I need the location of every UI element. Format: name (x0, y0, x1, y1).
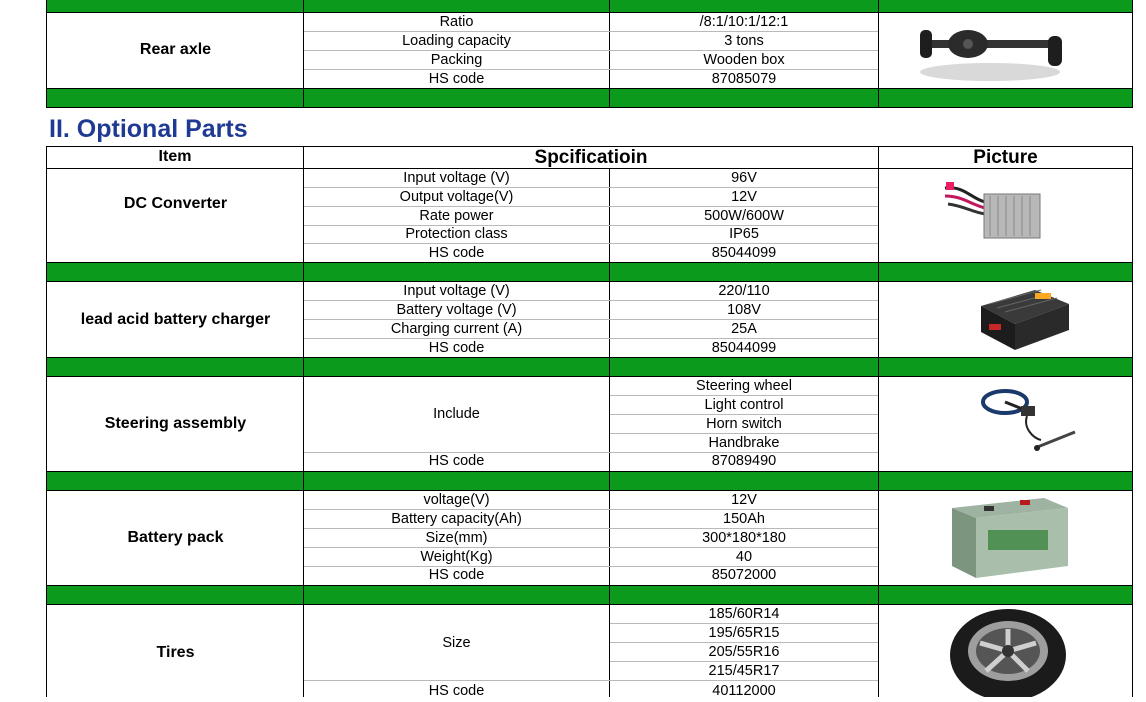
section-title: II. Optional Parts (49, 115, 248, 143)
tire-size: 185/60R14 (708, 606, 780, 622)
include-item: Handbrake (708, 435, 780, 451)
spec-value: /8:1/10:1/12:1 (699, 14, 789, 30)
spec-value: 87089490 (711, 453, 777, 469)
table-border (46, 471, 1133, 472)
item-name: lead acid battery charger (80, 311, 271, 328)
spec-label: HS code (428, 71, 485, 87)
dc-converter-image (940, 178, 1050, 244)
green-band (47, 471, 1132, 490)
item-name: Tires (156, 644, 195, 661)
steering-image (975, 382, 1085, 462)
spec-label: Weight(Kg) (420, 549, 493, 565)
table-border (878, 0, 879, 697)
spec-value: 40112000 (712, 683, 776, 699)
spec-label: Battery capacity(Ah) (391, 511, 522, 527)
item-name: Rear axle (139, 41, 212, 58)
green-band (47, 262, 1132, 281)
tire-size: 195/65R15 (708, 625, 780, 641)
spec-label: Input voltage (V) (403, 283, 510, 299)
green-band-top (47, 0, 1132, 12)
spec-value: 300*180*180 (702, 530, 786, 546)
spec-label: Loading capacity (402, 33, 511, 49)
spec-label: Input voltage (V) (403, 170, 510, 186)
green-band (47, 357, 1132, 376)
table-border (46, 604, 1133, 605)
spec-value: 12V (731, 492, 757, 508)
spec-value: IP65 (729, 226, 759, 242)
include-item: Steering wheel (696, 378, 792, 394)
table-border (1132, 0, 1133, 697)
spec-label: HS code (428, 567, 485, 583)
spec-label: voltage(V) (423, 492, 490, 508)
spec-value: 87085079 (711, 71, 777, 87)
row-divider (304, 680, 878, 681)
spec-label: HS code (428, 245, 485, 261)
spec-value: 220/110 (718, 283, 770, 299)
header-picture: Picture (973, 147, 1038, 168)
spec-value: 12V (731, 189, 757, 205)
spec-label: Battery voltage (V) (396, 302, 517, 318)
spec-label: Size(mm) (425, 530, 488, 546)
header-item: Item (158, 148, 192, 165)
item-name: Battery pack (127, 529, 224, 546)
spec-value: 96V (731, 170, 757, 186)
battery-image (948, 494, 1072, 580)
item-name: Steering assembly (104, 415, 247, 432)
rear-axle-image (910, 18, 1070, 84)
spec-value: 85044099 (711, 245, 777, 261)
spec-label: HS code (428, 683, 485, 699)
spec-value: 40 (735, 549, 753, 565)
spec-value: 150Ah (723, 511, 765, 527)
spec-label: Output voltage(V) (399, 189, 514, 205)
include-item: Horn switch (706, 416, 782, 432)
spec-label: Packing (430, 52, 483, 68)
table-border (46, 262, 1133, 263)
spec-value: 108V (727, 302, 761, 318)
spec-label: Rate power (419, 208, 494, 224)
spec-label: HS code (428, 453, 485, 469)
table-border (46, 0, 47, 697)
tire-size: 215/45R17 (708, 663, 780, 679)
spec-label: Ratio (439, 14, 474, 30)
spec-value: 3 tons (724, 33, 764, 49)
spec-value: 500W/600W (704, 208, 784, 224)
header-spec: Spcificatioin (534, 147, 648, 168)
charger-image (975, 284, 1075, 354)
table-border (46, 88, 1133, 89)
table-border (46, 585, 1133, 586)
include-item: Light control (704, 397, 784, 413)
spec-label: HS code (428, 340, 485, 356)
spec-label: Protection class (405, 226, 508, 242)
tire-image (946, 607, 1070, 697)
spec-value: 25A (731, 321, 757, 337)
item-name: DC Converter (123, 195, 228, 212)
table-border (46, 357, 1133, 358)
spec-value: Wooden box (703, 52, 785, 68)
green-band (47, 88, 1132, 107)
tire-size: 205/55R16 (708, 644, 780, 660)
include-label: Include (433, 406, 480, 422)
table-border (46, 376, 1133, 377)
green-band (47, 585, 1132, 604)
spec-label: Charging current (A) (390, 321, 523, 337)
spec-value: 85044099 (711, 340, 777, 356)
spec-value: 85072000 (711, 567, 777, 583)
size-label: Size (442, 635, 471, 651)
